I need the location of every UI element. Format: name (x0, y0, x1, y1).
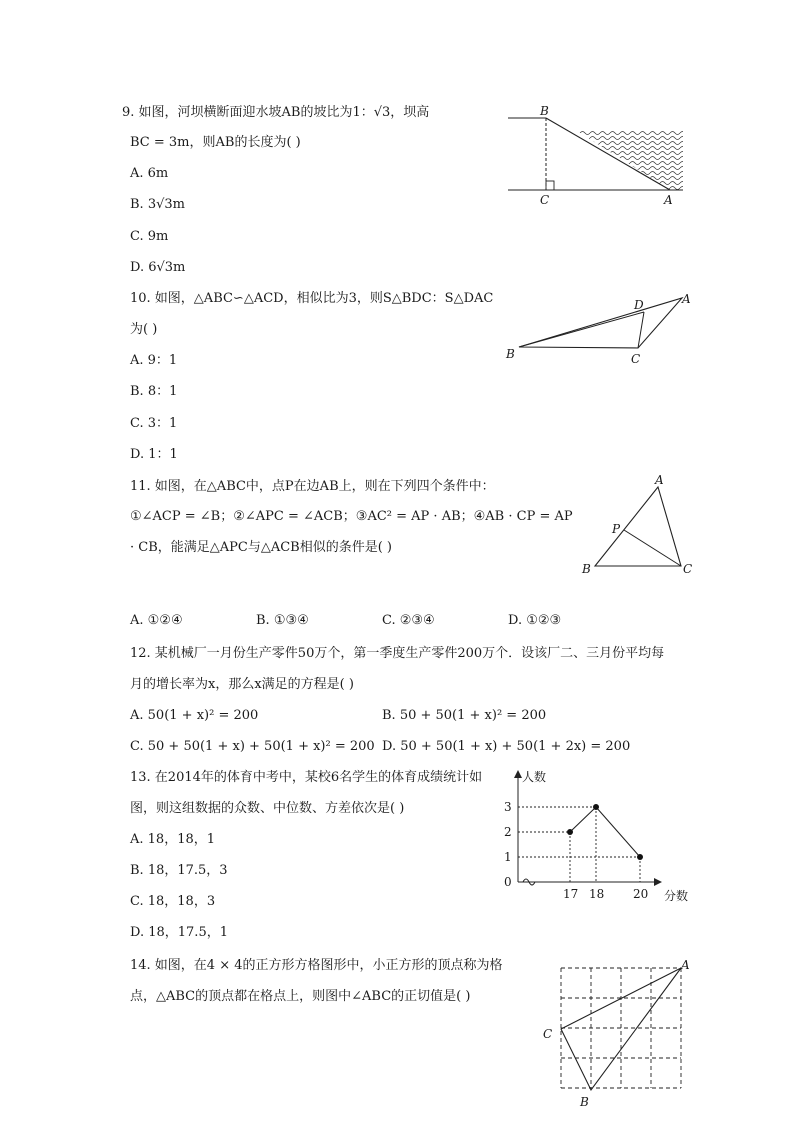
q10-stem-line2: 为( ) (130, 322, 158, 337)
q14-stem-line1: 14. 如图，在4 × 4的正方形方格图形中，小正方形的顶点称为格 (130, 958, 503, 973)
q12-option-c: C. 50 + 50(1 + x) + 50(1 + x)² = 200 (130, 739, 375, 754)
label-c: C (540, 193, 550, 207)
q9-option-c: C. 9m (130, 229, 169, 244)
q11-option-c: C. ②③④ (382, 613, 435, 628)
x-axis-arrow (654, 878, 662, 886)
q12-stem-line2: 月的增长率为x，那么x满足的方程是( ) (130, 677, 354, 692)
label-p: P (612, 522, 621, 536)
label-a: A (664, 193, 673, 207)
q10-option-a: A. 9：1 (130, 353, 178, 368)
q13-option-c: C. 18，18，3 (130, 894, 216, 909)
q13-line-chart (490, 768, 700, 913)
q13-option-a: A. 18，18，1 (130, 832, 216, 847)
data-series-line (570, 807, 640, 857)
q12-option-b: B. 50 + 50(1 + x)² = 200 (382, 708, 547, 723)
q10-option-d: D. 1：1 (130, 447, 178, 462)
q10-option-b: B. 8：1 (130, 384, 178, 399)
right-angle-mark (546, 181, 554, 190)
q11-option-b: B. ①③④ (256, 613, 309, 628)
q9-stem-line1: 9. 如图，河坝横断面迎水坡AB的坡比为1：√3，坝高 (122, 105, 430, 120)
label-c: C (543, 1027, 553, 1041)
q10-triangle-figure (500, 290, 700, 370)
y-tick-label-1: 1 (504, 850, 512, 864)
segment-bd (519, 312, 644, 347)
y-tick-label-3: 3 (504, 800, 512, 814)
q13-option-b: B. 18，17.5，3 (130, 863, 228, 878)
label-d: D (634, 298, 644, 312)
q14-grid-figure (535, 955, 700, 1110)
q13-option-d: D. 18，17.5，1 (130, 925, 228, 940)
q9-option-a: A. 6m (130, 166, 169, 181)
q13-stem-line1: 13. 在2014年的体育中考中，某校6名学生的体育成绩统计如 (130, 770, 483, 785)
triangle-abc (595, 487, 681, 566)
label-a: A (682, 292, 691, 306)
label-c: C (683, 562, 693, 576)
q10-stem-line1: 10. 如图，△ABC∽△ACD，相似比为3，则S△BDC：S△DAC (130, 291, 494, 306)
q11-option-d: D. ①②③ (508, 613, 562, 628)
triangle-abc (561, 968, 681, 1090)
label-a: A (681, 958, 690, 972)
q12-stem-line1: 12. 某机械厂一月份生产零件50万个，第一季度生产零件200万个．设该厂二、三月份平均每 (130, 646, 665, 661)
q13-stem-line2: 图，则这组数据的众数、中位数、方差依次是( ) (130, 801, 405, 816)
y-axis-arrow (514, 770, 522, 778)
label-b: B (582, 562, 591, 576)
q9-dam-figure (500, 100, 700, 210)
data-point-17 (567, 829, 573, 835)
label-c: C (631, 352, 641, 366)
x-tick-label-18: 18 (589, 887, 605, 901)
data-point-18 (593, 804, 599, 810)
q9-option-b: B. 3√3m (130, 197, 185, 212)
origin-label: 0 (504, 875, 512, 889)
q11-triangle-figure (575, 472, 700, 582)
q10-option-c: C. 3：1 (130, 416, 178, 431)
q9-option-d: D. 6√3m (130, 260, 186, 275)
label-a: A (655, 473, 664, 487)
label-b: B (580, 1095, 589, 1109)
y-axis-label: 人数 (522, 770, 547, 784)
y-tick-label-2: 2 (504, 825, 512, 839)
q11-option-a: A. ①②④ (130, 613, 183, 628)
q9-stem-line2: BC = 3m，则AB的长度为( ) (130, 135, 301, 150)
q12-option-a: A. 50(1 + x)² = 200 (130, 708, 259, 723)
x-axis-label: 分数 (664, 889, 689, 903)
label-b: B (540, 104, 549, 118)
water-hatch (577, 131, 683, 190)
q11-stem-line3: · CB，能满足△APC与△ACB相似的条件是( ) (130, 540, 393, 555)
q14-stem-line2: 点，△ABC的顶点都在格点上，则图中∠ABC的正切值是( ) (130, 989, 471, 1004)
data-point-20 (637, 854, 643, 860)
q12-option-d: D. 50 + 50(1 + x) + 50(1 + 2x) = 200 (382, 739, 631, 754)
label-b: B (506, 347, 515, 361)
x-tick-label-17: 17 (563, 887, 579, 901)
q11-stem-line2: ①∠ACP = ∠B；②∠APC = ∠ACB；③AC² = AP · AB；④AB · CP = AP (130, 509, 573, 524)
q11-stem-line1: 11. 如图，在△ABC中，点P在边AB上，则在下列四个条件中： (130, 479, 495, 494)
x-tick-label-20: 20 (633, 887, 649, 901)
